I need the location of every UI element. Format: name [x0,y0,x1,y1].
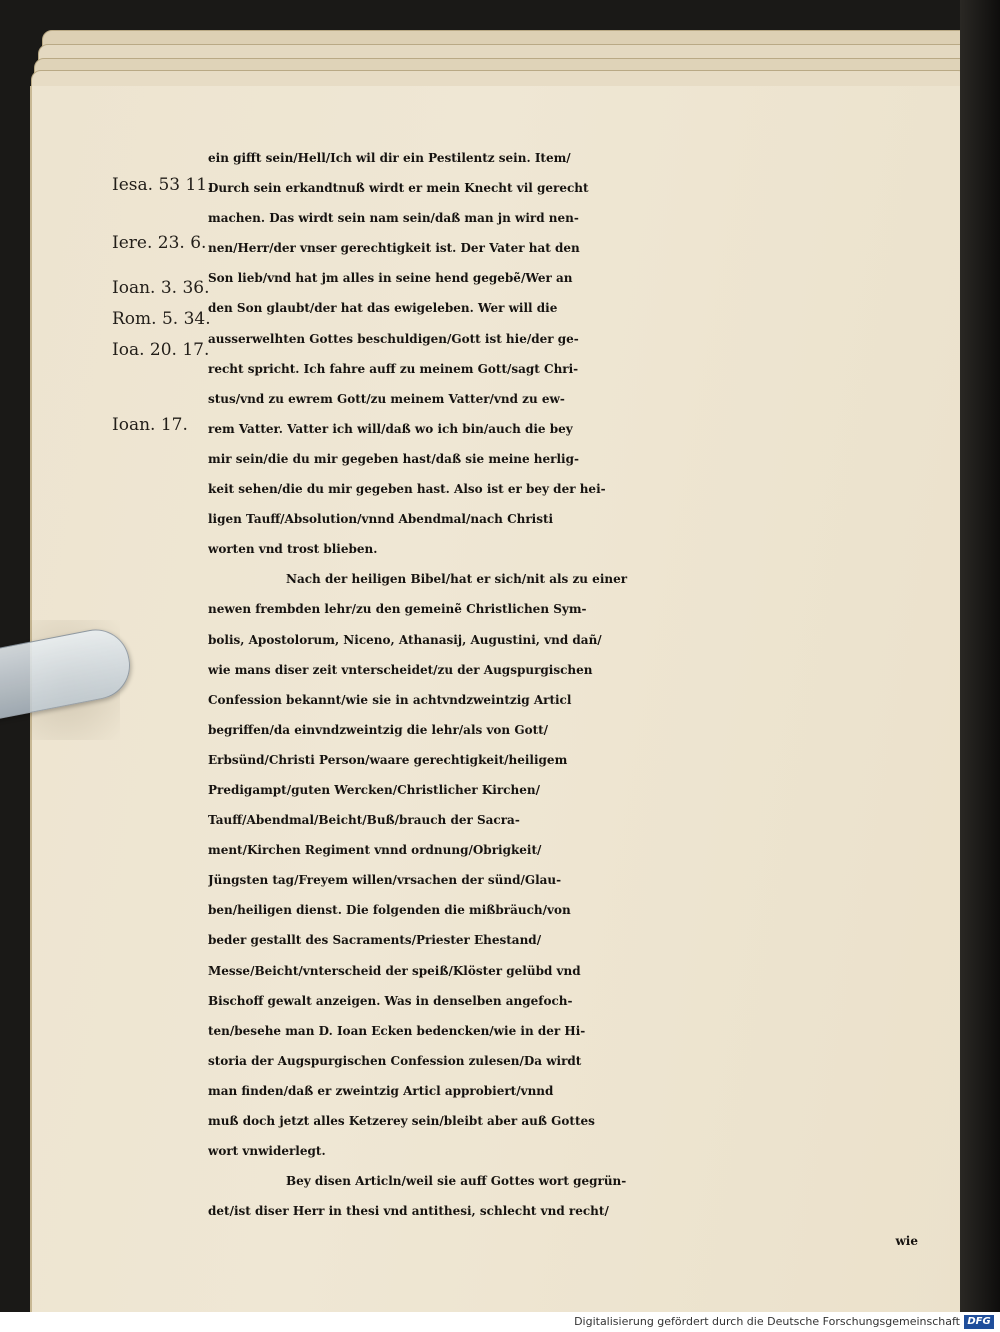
text-line: ment/Kirchen Regiment vnnd ordnung/Obrigkeit/ [208,843,542,858]
text-line: worten vnd trost blieben. [208,542,378,557]
footer-bar [0,1312,1000,1332]
text-line: Durch sein erkandtnuß wirdt er mein Knecht vil gerecht [208,181,589,196]
margin-note: Iere. 23. 6. [112,233,207,253]
text-line: mir sein/die du mir gegeben hast/daß sie meine herlig- [208,451,579,466]
text-line: det/ist diser Herr in thesi vnd antithesi, schlecht vnd recht/ [208,1204,609,1219]
text-line: Son lieb/vnd hat jm alles in seine hend gegebẽ/Wer an [208,271,573,286]
text-line: Confession bekannt/wie sie in achtvndzweintzig Articl [208,692,572,707]
text-line: man finden/daß er zweintzig Articl approbiert/vnnd [208,1083,554,1098]
text-line: stus/vnd zu ewrem Gott/zu meinem Vatter/vnd zu ew- [208,391,565,406]
text-line: recht spricht. Ich fahre auff zu meinem Gott/sagt Chri- [208,361,579,376]
text-line: bolis, Apostolorum, Niceno, Athanasij, Augustini, vnd dañ/ [208,632,602,647]
text-line: nen/Herr/der vnser gerechtigkeit ist. Der Vater hat den [208,241,580,256]
text-line: newen frembden lehr/zu den gemeinẽ Christlichen Sym- [208,602,587,617]
text-line: wie mans diser zeit vnterscheidet/zu der Augspurgischen [208,662,593,677]
text-line: ein gifft sein/Hell/Ich wil dir ein Pestilentz sein. Item/ [208,151,571,165]
text-line: Messe/Beicht/vnterscheid der speiß/Klöster gelübd vnd [208,963,581,978]
text-line: Bey disen Articln/weil sie auff Gottes wort gegrün- [286,1174,627,1189]
text-line: begriffen/da einvndzweintzig die lehr/als von Gott/ [208,722,549,737]
text-line: Tauff/Abendmal/Beicht/Buß/brauch der Sacra- [208,813,520,828]
text-line: beder gestallt des Sacraments/Priester Ehestand/ [208,933,542,948]
text-line: keit sehen/die du mir gegeben hast. Also ist er bey der hei- [208,482,606,497]
text-line: wie [895,1234,918,1249]
main-text [208,143,918,1256]
margin-note: Rom. 5. 34. [112,309,211,329]
text-line: wort vnwiderlegt. [208,1144,326,1159]
book-cover-shadow [960,0,1000,1312]
text-line: ligen Tauff/Absolution/vnnd Abendmal/nach Christi [208,512,554,527]
text-line: Jüngsten tag/Freyem willen/vrsachen der sünd/Glau- [208,873,562,888]
margin-note: Ioan. 17. [112,415,188,435]
text-line: ausserwelhten Gottes beschuldigen/Gott ist hie/der ge- [208,331,579,346]
text-line: muß doch jetzt alles Ketzerey sein/bleibt aber auß Gottes [208,1114,595,1128]
text-line: storia der Augspurgischen Confession zulesen/Da wirdt [208,1053,582,1068]
margin-note: Iesa. 53 11. [112,175,213,195]
text-line: Bischoff gewalt anzeigen. Was in denselben angefoch- [208,993,573,1008]
text-line: Erbsünd/Christi Person/waare gerechtigkeit/heiligem [208,752,568,767]
margin-note: Ioa. 20. 17. [112,340,210,360]
funding-credit: Digitalisierung gefördert durch die Deutsche Forschungsgemeinschaft [574,1315,960,1328]
text-line: Nach der heiligen Bibel/hat er sich/nit als zu einer [286,572,628,587]
margin-note: Ioan. 3. 36. [112,278,210,298]
text-line: rem Vatter. Vatter ich will/daß wo ich bin/auch die bey [208,421,573,436]
text-line: den Son glaubt/der hat das ewigeleben. Wer will die [208,301,558,316]
dfg-logo: DFG [964,1315,994,1329]
text-line: Predigampt/guten Wercken/Christlicher Kirchen/ [208,782,540,797]
text-line: ten/besehe man D. Ioan Ecken bedencken/wie in der Hi- [208,1023,586,1038]
text-line: machen. Das wirdt sein nam sein/daß man jn wird nen- [208,211,579,226]
text-line: ben/heiligen dienst. Die folgenden die mißbräuch/von [208,903,571,918]
